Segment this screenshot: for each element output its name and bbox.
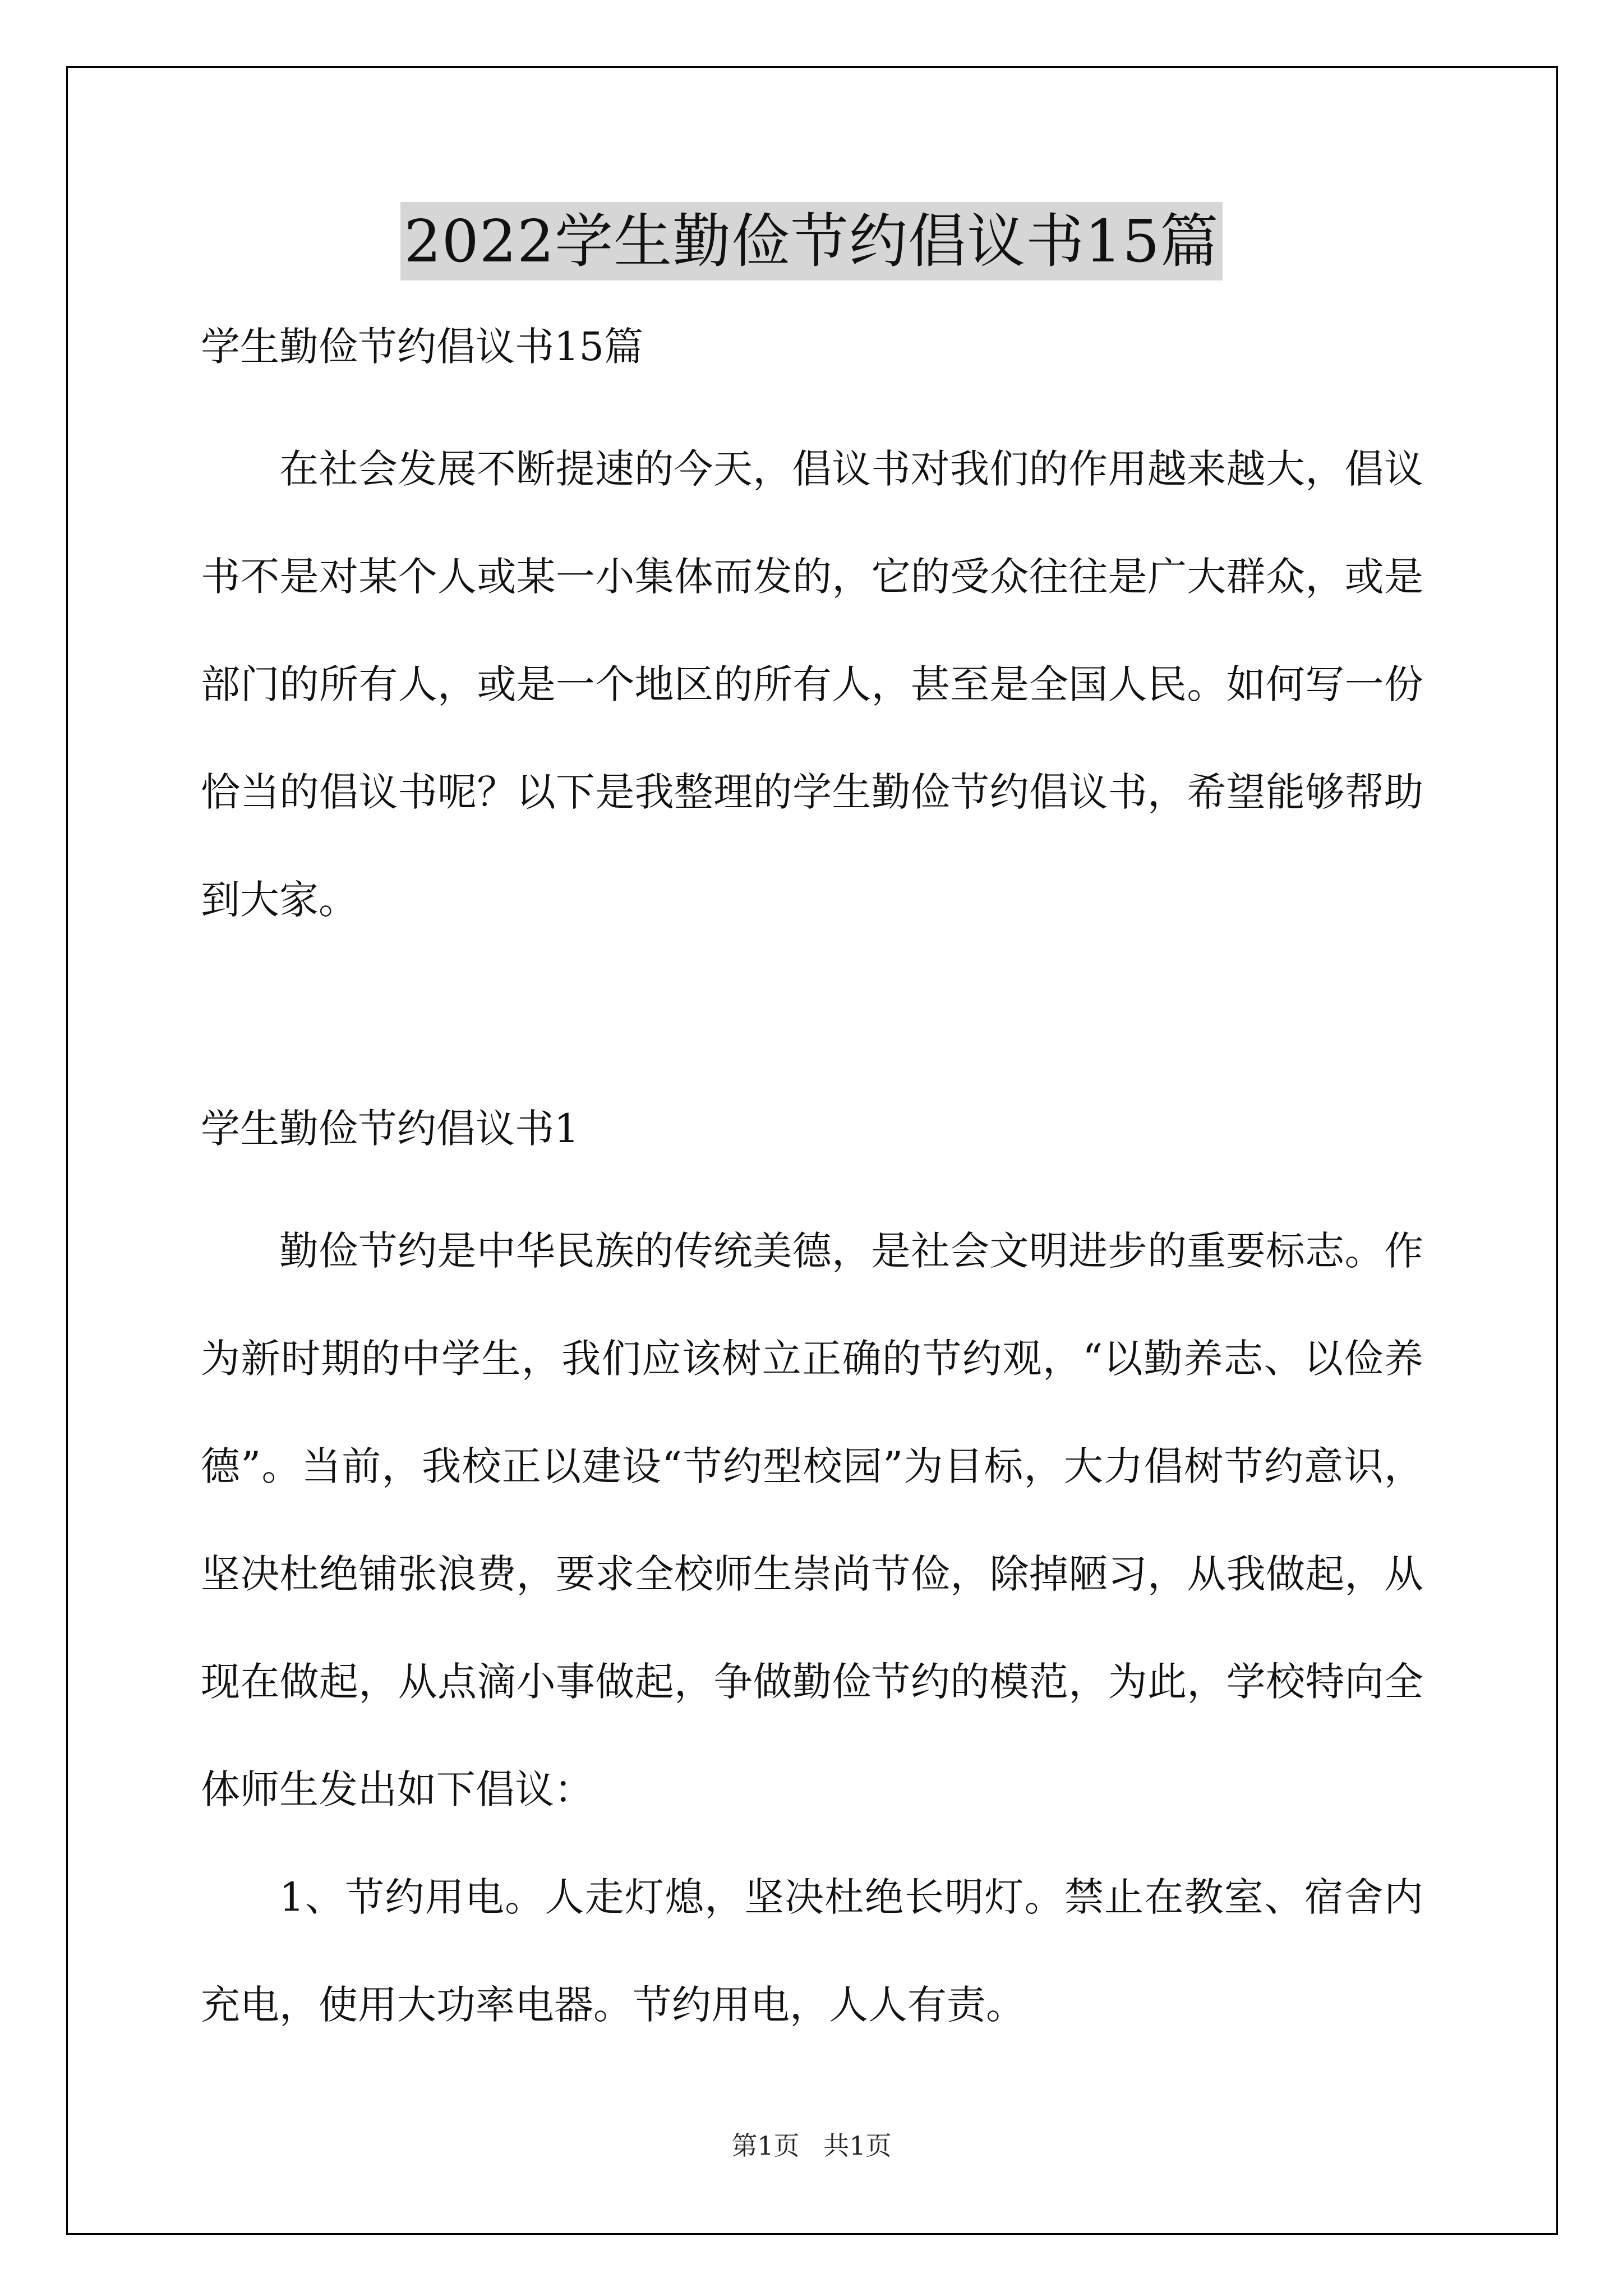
section-heading: 学生勤俭节约倡议书1 xyxy=(201,1106,579,1152)
spacer xyxy=(201,1168,1423,1197)
document-body xyxy=(201,307,1423,2059)
spacer xyxy=(201,954,1423,1089)
document-title: 2022学生勤俭节约倡议书15篇 xyxy=(400,202,1222,280)
intro-paragraph: 在社会发展不断提速的今天，倡议书对我们的作用越来越大，倡议书不是对某个人或某一小集体而发的，它的受众往往是广大群众，或是部门的所有人，或是一个地区的所有人，甚至是全国人民。如何写一份恰当的倡议书呢？以下是我整理的学生勤俭节约倡议书，希望能够帮助到大家。 xyxy=(201,446,1423,923)
title-area xyxy=(0,202,1623,280)
page-footer xyxy=(0,2129,1623,2162)
page-number-current: 第1页 xyxy=(731,2131,800,2161)
page-number-total: 共1页 xyxy=(823,2131,892,2161)
spacer xyxy=(201,386,1423,415)
section-paragraph: 1、节约用电。人走灯熄，坚决杜绝长明灯。禁止在教室、宿舍内充电，使用大功率电器。节约用电，人人有责。 xyxy=(201,1874,1423,2028)
document-subtitle: 学生勤俭节约倡议书15篇 xyxy=(201,324,644,370)
section-paragraph: 勤俭节约是中华民族的传统美德，是社会文明进步的重要标志。作为新时期的中学生，我们应该树立正确的节约观，“以勤养志、以俭养德”。当前，我校正以建设“节约型校园”为目标，大力倡树节约意识，坚决杜绝铺张浪费，要求全校师生崇尚节俭，除掉陋习，从我做起，从现在做起，从点滴小事做起，争做勤俭节约的模范，为此，学校特向全体师生发出如下倡议： xyxy=(201,1228,1423,1812)
